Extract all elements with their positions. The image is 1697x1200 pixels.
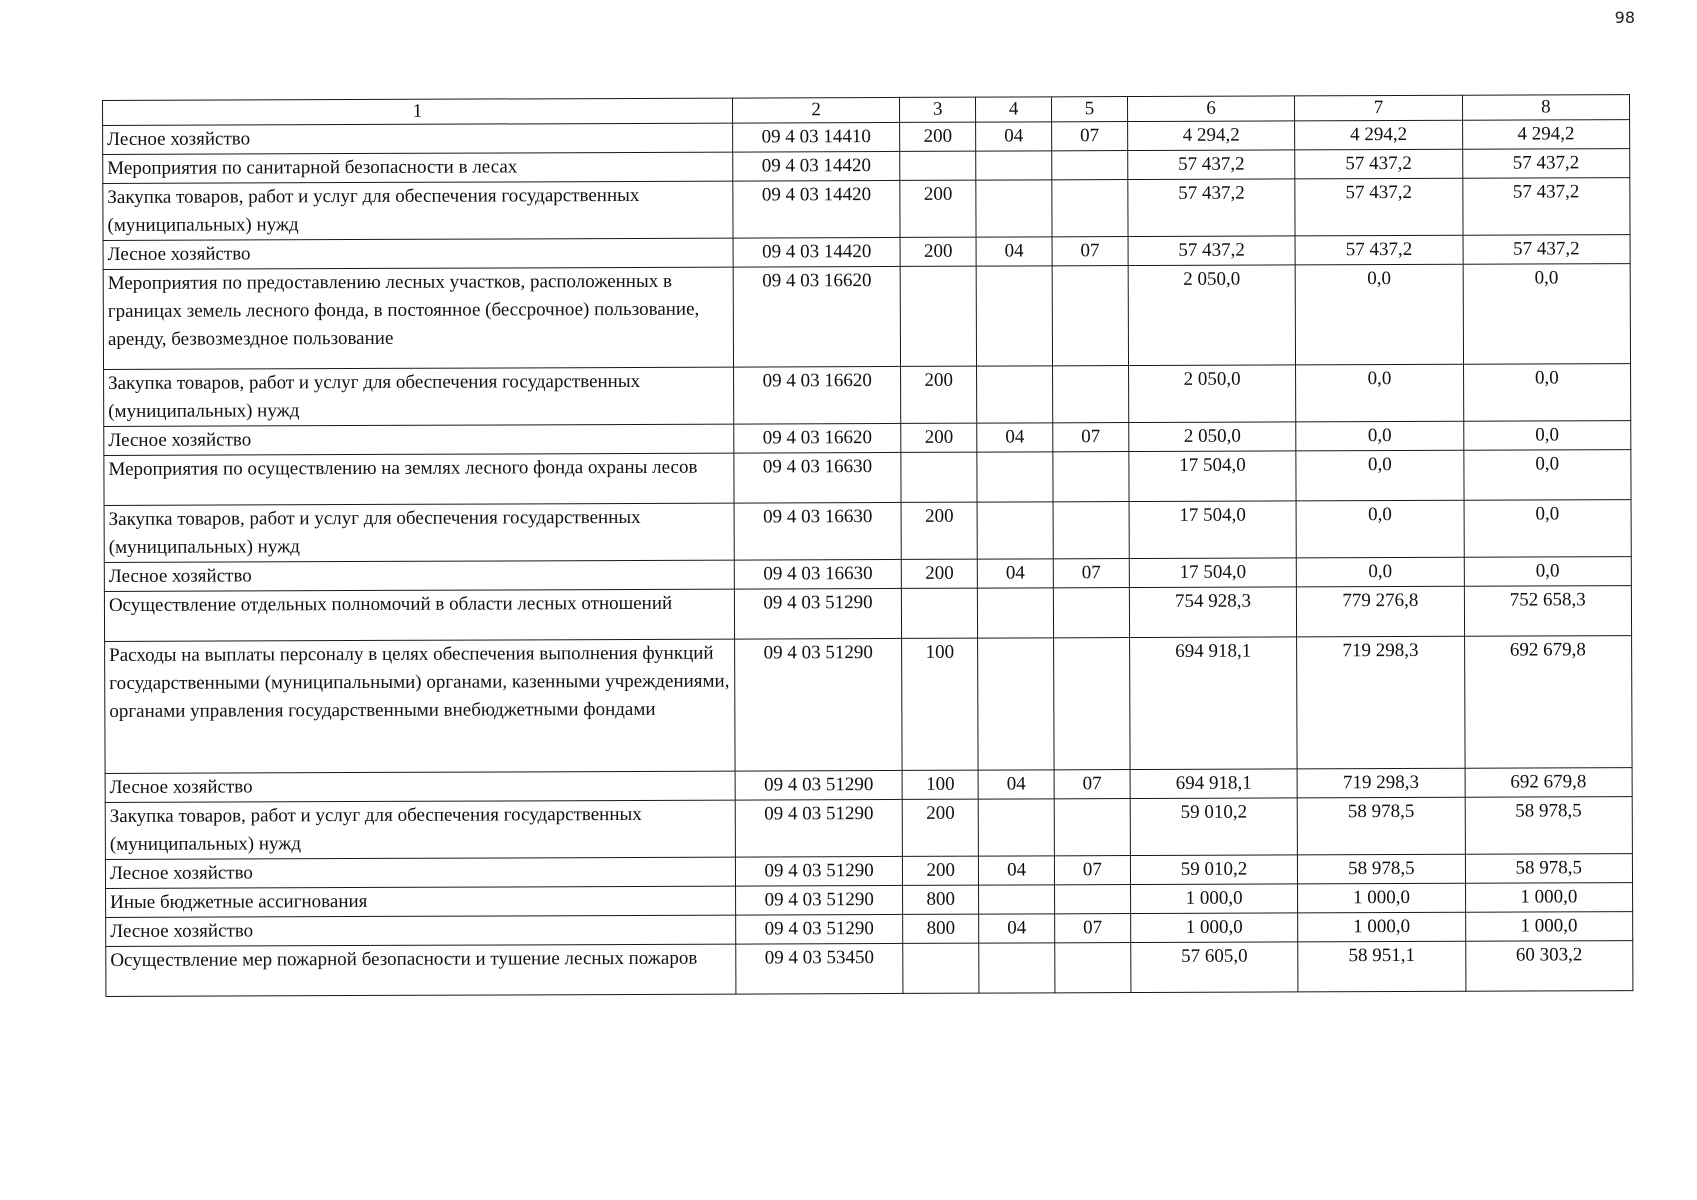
row-section: 04 — [979, 914, 1055, 943]
row-amount-col6: 59 010,2 — [1130, 798, 1298, 856]
row-subsection — [1053, 502, 1129, 559]
row-amount-col8: 57 437,2 — [1463, 235, 1631, 265]
row-amount-col7: 1 000,0 — [1298, 912, 1465, 942]
row-section: 04 — [978, 770, 1054, 799]
row-expense-type: 800 — [903, 885, 979, 914]
row-name: Осуществление мер пожарной безопасности и тушение лесных пожаров — [106, 944, 736, 996]
row-subsection: 07 — [1053, 423, 1129, 452]
row-section: 04 — [977, 559, 1053, 588]
row-target-code: 09 4 03 16620 — [734, 423, 901, 453]
row-subsection: 07 — [1055, 914, 1131, 943]
row-section — [977, 502, 1053, 559]
row-target-code: 09 4 03 16630 — [734, 559, 901, 589]
row-target-code: 09 4 03 53450 — [736, 943, 904, 994]
row-name: Мероприятия по предоставлению лесных участков, расположенных в границах земель лесного фонда, в постоянное (бессрочное) пользование, аренду, безвозмездное пользование — [103, 267, 733, 369]
row-target-code: 09 4 03 16620 — [733, 366, 901, 424]
row-section — [979, 885, 1055, 914]
row-expense-type: 800 — [903, 914, 979, 943]
table-row — [106, 941, 1633, 997]
row-section — [979, 943, 1055, 993]
row-target-code: 09 4 03 16630 — [734, 452, 902, 503]
table-row — [105, 636, 1632, 774]
row-name: Лесное хозяйство — [104, 560, 734, 591]
row-amount-col8: 0,0 — [1463, 264, 1631, 365]
row-name: Осуществление отдельных полномочий в области лесных отношений — [104, 589, 734, 641]
row-subsection — [1053, 366, 1129, 423]
row-amount-col8: 0,0 — [1464, 557, 1632, 587]
row-subsection — [1054, 638, 1130, 770]
row-section: 04 — [977, 423, 1053, 452]
row-amount-col8: 692 679,8 — [1465, 768, 1633, 798]
row-name: Закупка товаров, работ и услуг для обеспечения государственных (муниципальных) нужд — [104, 367, 734, 426]
row-target-code: 09 4 03 51290 — [734, 588, 902, 639]
row-amount-col7: 57 437,2 — [1295, 235, 1462, 265]
row-expense-type: 200 — [903, 856, 979, 885]
row-subsection — [1052, 266, 1128, 366]
header-col-5: 5 — [1052, 97, 1128, 122]
row-target-code: 09 4 03 14420 — [733, 180, 901, 238]
row-amount-col6: 694 918,1 — [1129, 637, 1297, 770]
table-row — [104, 450, 1631, 506]
row-name: Мероприятия по санитарной безопасности в лесах — [103, 152, 733, 183]
row-expense-type: 200 — [900, 237, 976, 266]
row-amount-col8: 1 000,0 — [1465, 912, 1633, 942]
row-name: Иные бюджетные ассигнования — [106, 886, 736, 917]
header-col-4: 4 — [976, 97, 1052, 122]
row-amount-col6: 57 437,2 — [1128, 236, 1295, 266]
row-amount-col6: 17 504,0 — [1129, 501, 1297, 559]
row-subsection — [1053, 588, 1129, 638]
row-section: 04 — [976, 122, 1052, 151]
row-amount-col6: 57 605,0 — [1131, 942, 1299, 993]
row-amount-col7: 0,0 — [1297, 557, 1464, 587]
row-expense-type: 100 — [902, 638, 978, 770]
row-section — [976, 266, 1052, 366]
row-target-code: 09 4 03 51290 — [735, 770, 902, 800]
row-amount-col7: 1 000,0 — [1298, 883, 1465, 913]
row-section — [977, 366, 1053, 423]
row-expense-type: 100 — [902, 770, 978, 799]
table-body — [103, 120, 1633, 997]
row-name: Закупка товаров, работ и услуг для обеспечения государственных (муниципальных) нужд — [105, 800, 735, 859]
row-amount-col6: 57 437,2 — [1128, 179, 1296, 237]
row-expense-type: 200 — [902, 799, 978, 856]
row-amount-col7: 4 294,2 — [1295, 120, 1462, 150]
table-row — [103, 264, 1630, 370]
row-amount-col6: 2 050,0 — [1129, 422, 1296, 452]
row-amount-col8: 0,0 — [1464, 500, 1632, 558]
row-name: Лесное хозяйство — [104, 424, 734, 455]
row-target-code: 09 4 03 51290 — [735, 799, 903, 857]
row-amount-col6: 59 010,2 — [1130, 855, 1297, 885]
row-amount-col8: 0,0 — [1463, 421, 1631, 451]
row-expense-type — [901, 452, 977, 502]
row-target-code: 09 4 03 51290 — [735, 856, 902, 886]
budget-table — [102, 94, 1633, 997]
row-name: Мероприятия по осуществлению на землях лесного фонда охраны лесов — [104, 453, 734, 505]
row-subsection — [1053, 452, 1129, 502]
row-amount-col8: 60 303,2 — [1465, 941, 1633, 992]
row-target-code: 09 4 03 51290 — [735, 885, 902, 915]
table-row — [105, 797, 1632, 860]
row-amount-col8: 0,0 — [1463, 450, 1631, 501]
row-expense-type — [903, 943, 979, 993]
row-name: Расходы на выплаты персоналу в целях обеспечения выполнения функций государственными (муниципальными) органами, казенными учреждениями, органами управления государственными внебюджетными фондами — [105, 639, 735, 773]
row-amount-col6: 1 000,0 — [1131, 913, 1298, 943]
row-expense-type: 200 — [901, 502, 977, 559]
row-expense-type: 200 — [901, 366, 977, 423]
row-name: Лесное хозяйство — [103, 238, 733, 269]
row-subsection — [1052, 180, 1128, 237]
header-col-3: 3 — [900, 97, 976, 122]
row-amount-col7: 58 978,5 — [1297, 797, 1465, 855]
row-amount-col7: 719 298,3 — [1297, 636, 1465, 769]
row-amount-col7: 57 437,2 — [1295, 149, 1462, 179]
table-row — [103, 178, 1630, 241]
row-subsection: 07 — [1053, 559, 1129, 588]
row-section: 04 — [976, 237, 1052, 266]
row-amount-col6: 17 504,0 — [1129, 451, 1297, 502]
row-target-code: 09 4 03 14410 — [733, 122, 900, 152]
row-expense-type — [902, 588, 978, 638]
row-amount-col8: 58 978,5 — [1465, 797, 1633, 855]
row-subsection — [1055, 885, 1131, 914]
row-subsection — [1055, 943, 1131, 993]
row-amount-col8: 692 679,8 — [1464, 636, 1632, 769]
row-amount-col8: 0,0 — [1463, 364, 1631, 422]
row-amount-col7: 0,0 — [1296, 421, 1463, 451]
row-amount-col6: 1 000,0 — [1130, 884, 1297, 914]
row-target-code: 09 4 03 14420 — [733, 237, 900, 267]
row-amount-col7: 0,0 — [1296, 500, 1464, 558]
header-col-1: 1 — [103, 98, 733, 125]
row-amount-col6: 2 050,0 — [1128, 365, 1296, 423]
row-subsection — [1052, 151, 1128, 180]
row-section — [978, 799, 1054, 856]
row-amount-col8: 57 437,2 — [1462, 149, 1630, 179]
row-amount-col7: 719 298,3 — [1297, 768, 1464, 798]
row-expense-type — [900, 266, 976, 366]
header-col-7: 7 — [1295, 95, 1462, 121]
row-amount-col6: 694 918,1 — [1130, 769, 1297, 799]
row-subsection: 07 — [1052, 237, 1128, 266]
table-row — [104, 500, 1631, 563]
row-amount-col6: 754 928,3 — [1129, 587, 1297, 638]
header-col-8: 8 — [1462, 95, 1630, 121]
row-amount-col7: 57 437,2 — [1295, 178, 1463, 236]
row-subsection: 07 — [1054, 856, 1130, 885]
row-target-code: 09 4 03 14420 — [733, 151, 900, 181]
row-name: Закупка товаров, работ и услуг для обеспечения государственных (муниципальных) нужд — [104, 503, 734, 562]
row-expense-type: 200 — [901, 423, 977, 452]
row-section — [978, 638, 1054, 770]
row-name: Лесное хозяйство — [106, 915, 736, 946]
row-amount-col8: 58 978,5 — [1465, 854, 1633, 884]
row-target-code: 09 4 03 51290 — [734, 638, 902, 771]
row-section — [977, 452, 1053, 502]
table-row — [104, 586, 1631, 642]
row-amount-col7: 58 951,1 — [1298, 941, 1466, 992]
row-expense-type: 200 — [902, 559, 978, 588]
row-name: Лесное хозяйство — [105, 771, 735, 802]
row-expense-type — [900, 151, 976, 180]
row-target-code: 09 4 03 16620 — [733, 266, 901, 367]
budget-sheet — [102, 94, 1633, 997]
row-amount-col8: 57 437,2 — [1462, 178, 1630, 236]
row-target-code: 09 4 03 51290 — [736, 914, 903, 944]
page-number: 98 — [1614, 8, 1635, 27]
row-amount-col6: 4 294,2 — [1127, 121, 1294, 151]
row-name: Лесное хозяйство — [103, 123, 733, 154]
row-amount-col7: 0,0 — [1295, 264, 1463, 365]
row-subsection: 07 — [1054, 770, 1130, 799]
row-amount-col7: 0,0 — [1296, 364, 1464, 422]
row-amount-col7: 0,0 — [1296, 450, 1464, 501]
header-col-2: 2 — [732, 97, 899, 123]
row-section: 04 — [979, 856, 1055, 885]
row-section — [978, 588, 1054, 638]
row-amount-col7: 58 978,5 — [1298, 854, 1465, 884]
row-amount-col6: 17 504,0 — [1129, 558, 1296, 588]
table-row — [104, 364, 1631, 427]
row-name: Лесное хозяйство — [105, 857, 735, 888]
row-name: Закупка товаров, работ и услуг для обеспечения государственных (муниципальных) нужд — [103, 181, 733, 240]
row-amount-col6: 57 437,2 — [1128, 150, 1295, 180]
row-subsection — [1054, 799, 1130, 856]
row-expense-type: 200 — [900, 122, 976, 151]
row-amount-col8: 1 000,0 — [1465, 883, 1633, 913]
row-section — [976, 180, 1052, 237]
row-amount-col7: 779 276,8 — [1297, 586, 1465, 637]
row-section — [976, 151, 1052, 180]
row-amount-col6: 2 050,0 — [1128, 265, 1296, 366]
row-subsection: 07 — [1052, 122, 1128, 151]
row-expense-type: 200 — [900, 180, 976, 237]
header-col-6: 6 — [1127, 96, 1294, 122]
row-amount-col8: 4 294,2 — [1462, 120, 1630, 150]
row-target-code: 09 4 03 16630 — [734, 502, 902, 560]
row-amount-col8: 752 658,3 — [1464, 586, 1632, 637]
